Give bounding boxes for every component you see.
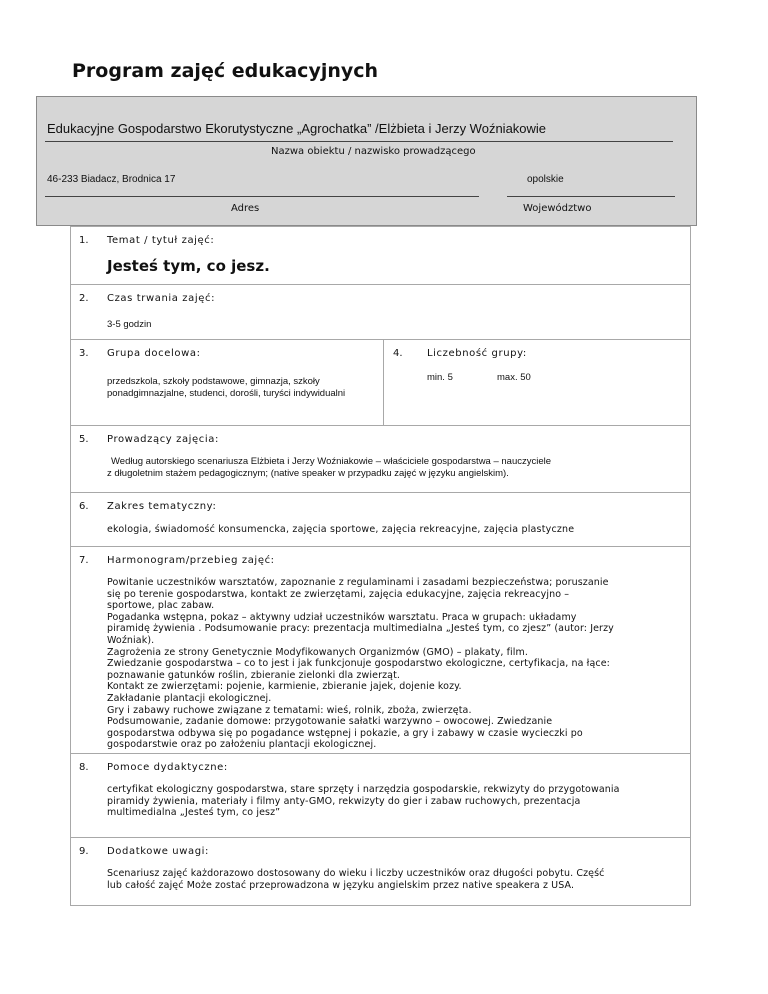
object-name: Edukacyjne Gospodarstwo Ekorutystyczne „Agrochatka” /Elżbieta i Jerzy Woźniakowie: [47, 121, 547, 136]
instructor-line-2: z długoletnim stażem pedagogicznym; (native speaker w przypadku zajęć w języku angielskim).: [107, 468, 509, 479]
object-name-caption: Nazwa obiektu / nazwisko prowadzącego: [271, 146, 476, 157]
section-label: Zakres tematyczny:: [107, 501, 217, 512]
section-aids: [71, 754, 690, 838]
schedule-text: Powitanie uczestników warsztatów, zapoznanie z regulaminami i zasadami bezpieczeństwa; poruszanie się po terenie gospodarstwa, kontakt ze zwierzętami, zajęcia edukacyjne, zajęcia rekreacyjno – sportowe, plac zabaw. Pogadanka wstępna, pokaz – aktywny udział uczestników warsztatu. Praca w grupach: układamy piramidę żywienia . Podsumowanie pracy: prezentacja multimedialna „Jesteś tym, co zjesz” (autor: Jerzy Woźniak). Zagrożenia ze strony Genetycznie Modyfikowanych Organizmów (GMO) – plakaty, film. Zwiedzanie gospodarstwa – co to jest i jak funkcjonuje gospodarstwo ekologiczne, certyfikacja, na łące: poznawanie gatunków roślin, zbieranie zielonki dla zwierząt. Kontakt ze zwierzętami: pojenie, karmienie, zbieranie jajek, dojenie kozy. Zakładanie plantacji ekologicznej. Gry i zabawy ruchowe związane z tematami: wieś, rolnik, zboża, zwierzęta. Podsumowanie, zadanie domowe: przygotowanie sałatki warzywno – owocowej. Zwiedzanie gospodarstwa odbywa się po pogadance wstępnej i pokazie, a gry i zabawy w czasie wycieczki po gospodarstwie oraz po założeniu plantacji ekologicznej.: [107, 577, 614, 751]
section-instructor: [71, 426, 690, 493]
section-number: 1.: [79, 235, 89, 246]
voivodeship-caption: Województwo: [523, 203, 592, 214]
section-schedule: [71, 547, 690, 754]
section-label: Temat / tytuł zajęć:: [107, 235, 215, 246]
section-number: 6.: [79, 501, 89, 512]
section-label: Prowadzący zajęcia:: [107, 434, 219, 445]
section-number: 7.: [79, 555, 89, 566]
topic-title: Jesteś tym, co jesz.: [107, 257, 270, 275]
address-line: [45, 196, 479, 197]
section-label: Grupa docelowa:: [107, 348, 201, 359]
section-label: Czas trwania zajęć:: [107, 293, 216, 304]
group-min: min. 5: [427, 372, 453, 383]
address-caption: Adres: [231, 203, 260, 214]
section-topic: [71, 227, 690, 285]
voivodeship-line: [507, 196, 675, 197]
section-duration: [71, 285, 690, 340]
duration-value: 3-5 godzin: [107, 319, 152, 330]
column-divider: [383, 340, 384, 426]
section-number: 3.: [79, 348, 89, 359]
voivodeship-value: opolskie: [527, 174, 564, 185]
section-number: 5.: [79, 434, 89, 445]
address-value: 46-233 Biadacz, Brodnica 17: [47, 174, 176, 185]
section-label: Pomoce dydaktyczne:: [107, 762, 228, 773]
section-group: [71, 340, 690, 426]
page-title: Program zajęć edukacyjnych: [72, 60, 379, 82]
section-number: 8.: [79, 762, 89, 773]
header-box: [36, 96, 697, 226]
section-label: Harmonogram/przebieg zajęć:: [107, 555, 275, 566]
notes-text: Scenariusz zajęć każdorazowo dostosowany do wieku i liczby uczestników oraz długości pobytu. Część lub całość zajęć Może zostać przeprowadzona w języku angielskim przez native speakera z USA.: [107, 868, 605, 891]
object-name-line: [45, 141, 673, 142]
section-label: Dodatkowe uwagi:: [107, 846, 210, 857]
section-number: 4.: [393, 348, 403, 359]
section-number: 9.: [79, 846, 89, 857]
section-number: 2.: [79, 293, 89, 304]
scope-value: ekologia, świadomość konsumencka, zajęcia sportowe, zajęcia rekreacyjne, zajęcia plastyczne: [107, 524, 575, 535]
group-max: max. 50: [497, 372, 531, 383]
section-notes: [71, 838, 690, 907]
section-scope: [71, 493, 690, 547]
aids-text: certyfikat ekologiczny gospodarstwa, stare sprzęty i narzędzia gospodarskie, rekwizyty do przygotowania piramidy żywienia, materiały i filmy anty-GMO, rekwizyty do gier i zabaw ruchowych, prezentacja multimedialna „Jesteś tym, co jesz”: [107, 784, 620, 819]
section-label: Liczebność grupy:: [427, 348, 527, 359]
form-table: [70, 226, 691, 906]
target-group-value: przedszkola, szkoły podstawowe, gimnazja, szkoły ponadgimnazjalne, studenci, dorośli, turyści indywidualni: [107, 376, 346, 399]
instructor-line-1: Według autorskiego scenariusza Elżbieta i Jerzy Woźniakowie – właściciele gospodarstwa – nauczyciele: [111, 456, 552, 467]
